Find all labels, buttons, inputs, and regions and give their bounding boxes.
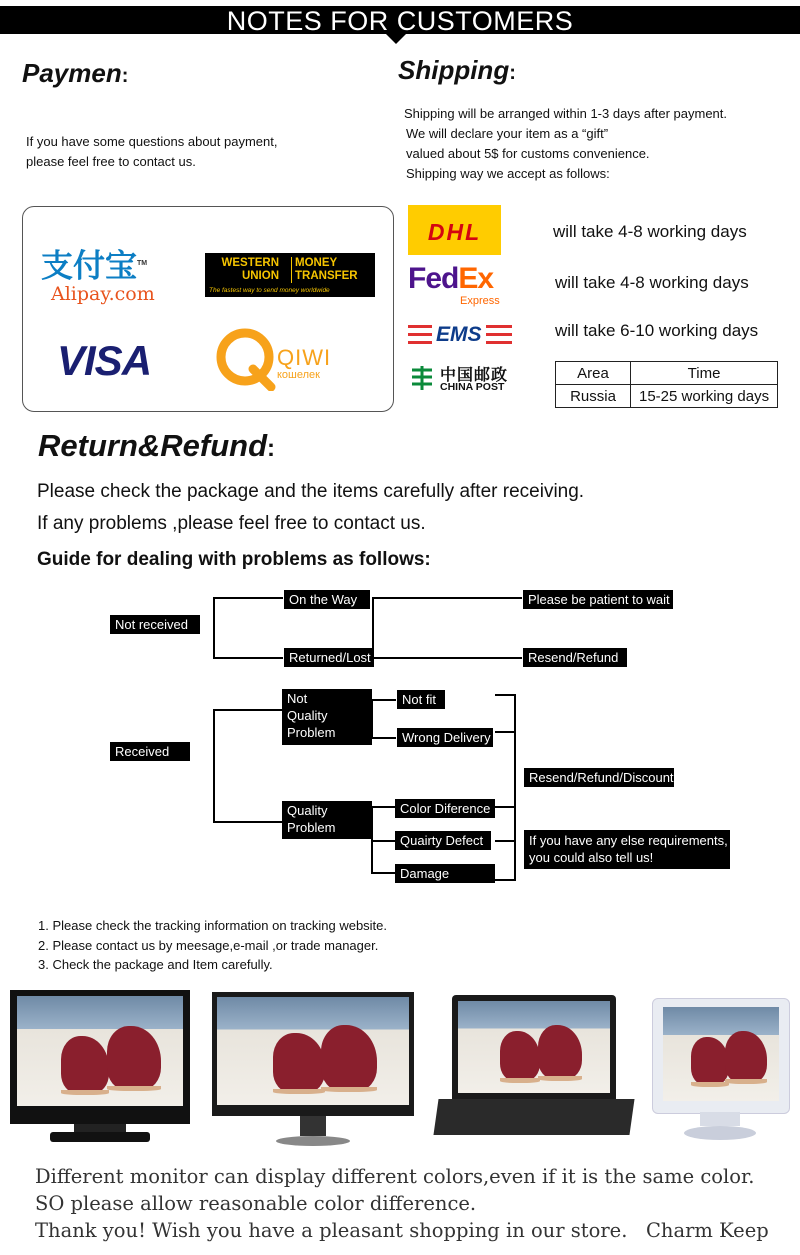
fedex-logo: FedEx Express — [408, 262, 500, 307]
flow-not-received: Not received — [110, 615, 200, 634]
table-cell-area: Russia — [556, 385, 631, 408]
laptop-image — [452, 995, 616, 1099]
table-row — [556, 362, 778, 385]
flow-please-wait: Please be patient to wait — [523, 590, 673, 609]
flow-not-fit: Not fit — [397, 690, 445, 709]
payment-title: Paymen: — [22, 58, 129, 88]
shipping-time-table — [555, 361, 778, 408]
fedex-days: will take 4-8 working days — [555, 273, 749, 292]
alipay-logo: 支付宝™ Alipay.com — [41, 247, 155, 305]
flow-resend-refund-discount: Resend/Refund/Discount — [524, 768, 674, 787]
refund-guide: Guide for dealing with problems as follows: — [37, 549, 431, 570]
visa-logo: VISA — [57, 337, 152, 384]
flow-on-the-way: On the Way — [284, 590, 370, 609]
payment-text: If you have some questions about payment, please feel free to contact us. — [26, 134, 278, 169]
footer-notes — [35, 1163, 769, 1244]
table-row — [556, 385, 778, 408]
flow-received: Received — [110, 742, 190, 761]
payment-logo-box: 支付宝™ Alipay.com WESTERN UNION MONEY TRANSFER The fastest way to send money worldwide VISA QIWI кошелек — [22, 206, 394, 412]
refund-line1: Please check the package and the items carefully after receiving. — [37, 481, 585, 502]
header-notch — [386, 34, 406, 44]
flow-else-requirements: If you have any else requirements, you could also tell us! — [524, 830, 730, 869]
refund-title: Return&Refund: — [38, 428, 276, 463]
crt-monitor-image — [652, 998, 790, 1114]
ems-days: will take 6-10 working days — [555, 321, 759, 340]
flow-color-difference: Color Diference — [395, 799, 495, 818]
dhl-days: will take 4-8 working days — [553, 222, 747, 241]
flow-damage: Damage — [395, 864, 495, 883]
flow-quality-defect: Quairty Defect — [395, 831, 491, 850]
monitor-1-image — [10, 990, 190, 1124]
list-item: 3. Check the package and Item carefully. — [38, 957, 273, 972]
list-item: 2. Please contact us by meesage,e-mail ,or trade manager. — [38, 937, 379, 953]
flow-not-quality-problem: Not Quality Problem — [282, 689, 372, 745]
western-union-logo: WESTERN UNION MONEY TRANSFER The fastest way to send money worldwide — [205, 253, 375, 297]
qiwi-icon — [213, 325, 283, 391]
table-header-time: Time — [631, 362, 778, 385]
flow-wrong-delivery: Wrong Delivery — [397, 728, 493, 747]
list-item: 1. Please check the tracking information on tracking website. — [38, 918, 388, 933]
shipping-text: Shipping will be arranged within 1-3 days after payment. We will declare your item as a “gift” valued about 5$ for customs convenience. Shipping way we accept as follows: — [404, 106, 728, 181]
footer-line1: Different monitor can display different colors,even if it is the same color. — [35, 1165, 755, 1188]
china-post-icon — [408, 364, 436, 392]
tips-list — [38, 916, 387, 975]
flow-quality-problem: Quality Problem — [282, 801, 372, 839]
table-header-area: Area — [556, 362, 631, 385]
footer-line2: SO please allow reasonable color difference. — [35, 1192, 477, 1215]
flow-returned-lost: Returned/Lost — [284, 648, 374, 667]
flow-resend-refund: Resend/Refund — [523, 648, 627, 667]
table-cell-time: 15-25 working days — [631, 385, 778, 408]
header-banner — [0, 6, 800, 34]
shipping-title: Shipping: — [398, 55, 516, 85]
monitor-2-image — [212, 992, 414, 1116]
refund-line2: If any problems ,please feel free to contact us. — [37, 513, 426, 534]
header-title: NOTES FOR CUSTOMERS — [226, 6, 574, 36]
footer-line3: Thank you! Wish you have a pleasant shopping in our store. Charm Keep — [35, 1219, 769, 1242]
ems-logo: EMS — [408, 322, 512, 348]
dhl-logo: DHL — [408, 205, 501, 255]
